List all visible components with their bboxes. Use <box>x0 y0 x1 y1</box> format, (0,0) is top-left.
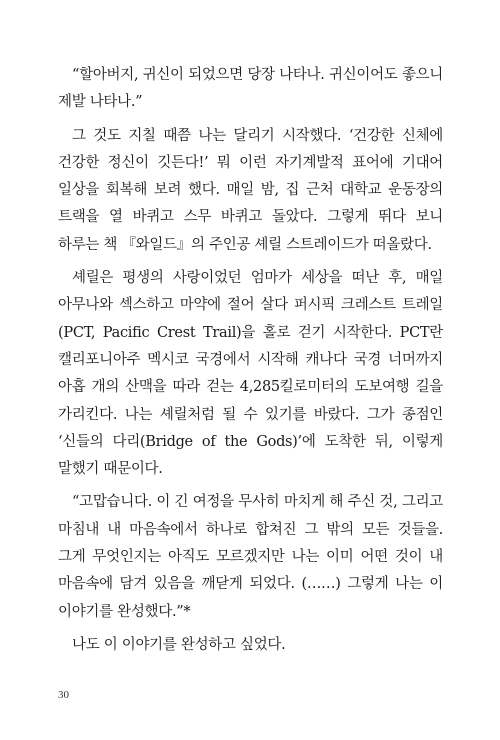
page-number: 30 <box>58 689 69 701</box>
body-text <box>58 62 443 665</box>
paragraph-4: “고맙습니다. 이 긴 여정을 무사히 마치게 해 주신 것, 그리고 마침내 내 마음속에서 하나로 합쳐진 그 밖의 모든 것들을. 그게 무엇인지는 아직도 모르겠지만 나는 이미 어떤 것이 내 마음속에 담겨 있음을 깨닫게 되었다. (……) 그렇게 나는 이 이야기를 완성했다.”* <box>58 494 443 620</box>
paragraph-1: “할아버지, 귀신이 되었으면 당장 나타나. 귀신이어도 좋으니 제발 나타나.” <box>58 67 443 111</box>
paragraph-3: 셰릴은 평생의 사랑이었던 엄마가 세상을 떠난 후, 매일 아무나와 섹스하고 마약에 절어 살다 퍼시픽 크레스트 트레일(PCT, Pacific Crest Trail)을 홀로 걷기 시작한다. PCT란 캘리포니아주 멕시코 국경에서 시작해 캐나다 국경 너머까지 아홉 개의 산맥을 따라 걷는 4,285킬로미터의 도보여행 길을 가리킨다. 나는 셰릴처럼 될 수 있기를 바랐다. 그가 종점인 ‘신들의 다리(Bridge of the Gods)’에 도착한 뒤, 이렇게 말했기 때문이다. <box>58 270 443 478</box>
paragraph-2: 그 것도 지칠 때쯤 나는 달리기 시작했다. ‘건강한 신체에 건강한 정신이 깃든다!’ 뭐 이런 자기계발적 표어에 기대어 일상을 회복해 보려 했다. 매일 밤, 집 근처 대학교 운동장의 트랙을 열 바퀴고 스무 바퀴고 돌았다. 그렇게 뛰다 보니 하루는 책 『와일드』의 주인공 셰릴 스트레이드가 떠올랐다. <box>58 127 443 253</box>
paragraph-5: 나도 이 이야기를 완성하고 싶었다. <box>72 636 286 653</box>
